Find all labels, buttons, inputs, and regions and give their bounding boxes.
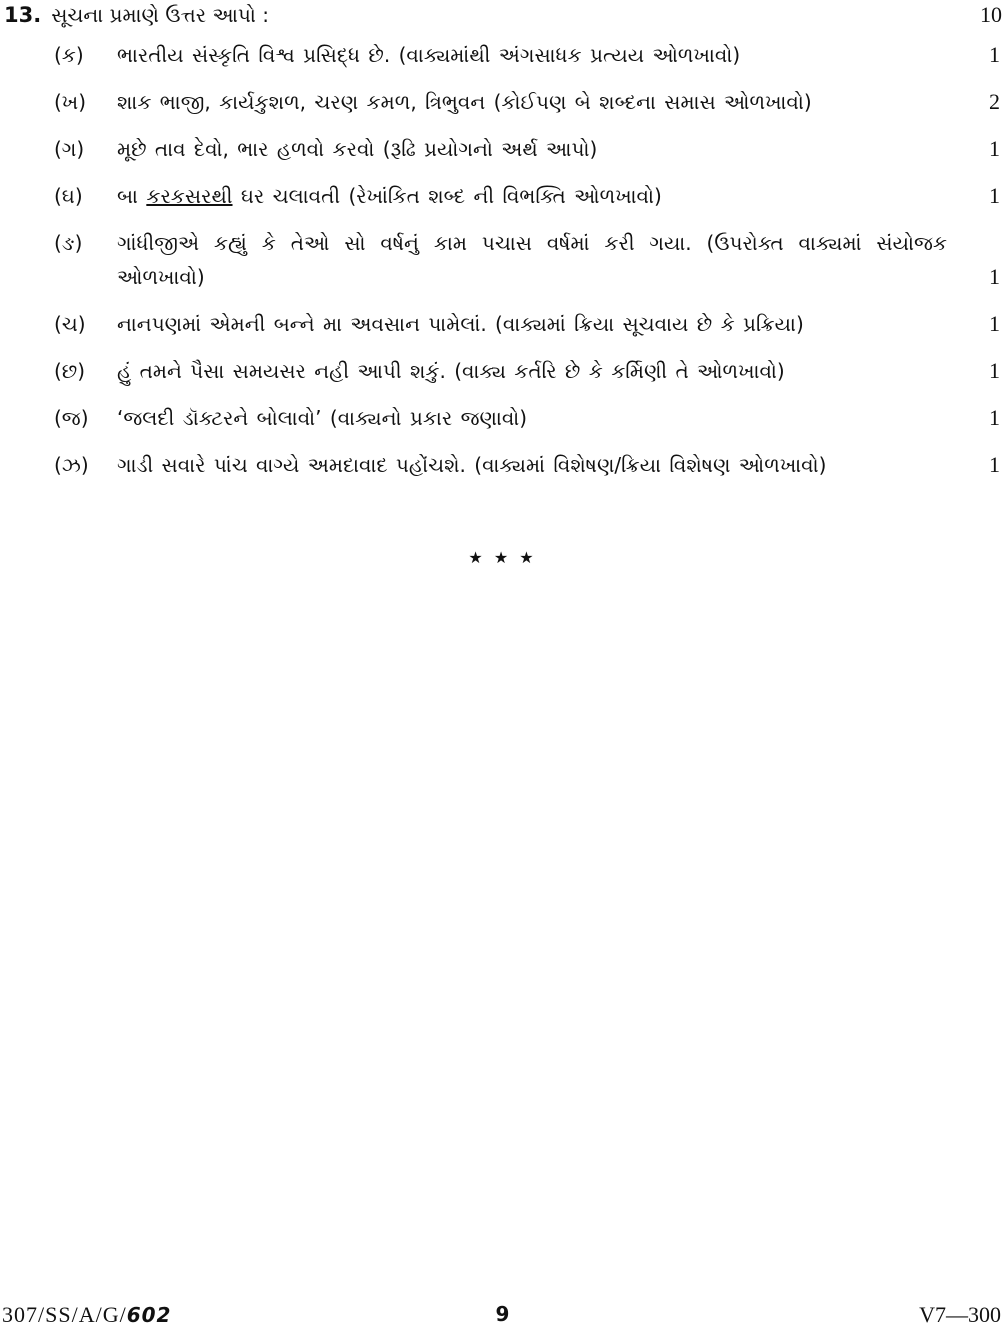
sub-question-ka bbox=[0, 38, 1005, 72]
sub-question-nga bbox=[0, 226, 1005, 294]
question-instruction: સૂચના પ્રમાણે ઉત્તર આપો : bbox=[51, 3, 269, 27]
sub-question-marks: 1 bbox=[989, 452, 1000, 477]
paper-version: V7—300 bbox=[919, 1302, 1001, 1327]
sub-question-marks: 1 bbox=[989, 405, 1000, 430]
paper-code-number: 602 bbox=[126, 1303, 172, 1327]
question-header bbox=[4, 0, 1002, 30]
sub-question-label: (ઙ) bbox=[54, 231, 83, 255]
sub-question-cha bbox=[0, 307, 1005, 341]
underlined-word: કરકસરથી bbox=[146, 184, 233, 208]
sub-question-label: (ચ) bbox=[54, 312, 86, 336]
sub-question-marks: 1 bbox=[989, 311, 1000, 336]
sub-question-label: (ખ) bbox=[54, 90, 87, 114]
sub-question-label: (ક) bbox=[54, 43, 84, 67]
sub-question-label: (ઘ) bbox=[54, 184, 83, 208]
sub-question-gha bbox=[0, 179, 1005, 213]
sub-question-marks: 2 bbox=[989, 89, 1000, 114]
sub-question-ja bbox=[0, 401, 1005, 435]
sub-question-label: (ઝ) bbox=[54, 453, 89, 477]
sub-question-marks: 1 bbox=[989, 136, 1000, 161]
sub-question-text: ભારતીય સંસ્કૃતિ વિશ્વ પ્રસિદ્ધ છે. (વાક્યમાંથી અંગસાધક પ્રત્યય ઓળખાવો) bbox=[117, 43, 741, 67]
sub-question-list bbox=[0, 38, 1005, 495]
end-separator: ★ ★ ★ bbox=[468, 548, 537, 567]
sub-question-marks: 1 bbox=[989, 183, 1000, 208]
sub-question-kha bbox=[0, 85, 1005, 119]
sub-question-chha bbox=[0, 354, 1005, 388]
sub-question-marks: 1 bbox=[989, 358, 1000, 383]
sub-question-text: નાનપણમાં એમની બન્ને મા અવસાન પામેલાં. (વાક્યમાં ક્રિયા સૂચવાય છે કે પ્રક્રિયા) bbox=[117, 312, 804, 336]
question-number: 13. bbox=[4, 3, 42, 27]
paper-code-prefix: 307/SS/A/G/ bbox=[2, 1302, 127, 1327]
sub-question-text: ગાંધીજીએ કહ્યું કે તેઓ સો વર્ષનું કામ પચાસ વર્ષમાં કરી ગયા. (ઉપરોક્ત વાક્યમાં સંયોજક ઓળખાવો) bbox=[117, 231, 947, 289]
sub-question-marks: 1 bbox=[989, 42, 1000, 67]
sub-question-text: મૂછે તાવ દેવો, ભાર હળવો કરવો (રૂઢિ પ્રયોગનો અર્થ આપો) bbox=[117, 137, 598, 161]
sub-question-label: (જ) bbox=[54, 406, 89, 430]
sub-question-marks: 1 bbox=[989, 264, 1000, 289]
text-segment: બા bbox=[117, 184, 147, 208]
sub-question-text bbox=[117, 179, 947, 213]
sub-question-text: ‘જલદી ડૉક્ટરને બોલાવો’ (વાક્યનો પ્રકાર જણાવો) bbox=[117, 406, 528, 430]
text-segment: ઘર ચલાવતી (રેખાંકિત શબ્દ ની વિભક્તિ ઓળખાવો) bbox=[232, 184, 662, 208]
question-marks: 10 bbox=[980, 2, 1002, 27]
sub-question-text: ગાડી સવારે પાંચ વાગ્યે અમદાવાદ પહોંચશે. (વાક્યમાં વિશેષણ/ક્રિયા વિશેષણ ઓળખાવો) bbox=[117, 453, 827, 477]
sub-question-label: (ગ) bbox=[54, 137, 85, 161]
sub-question-ga bbox=[0, 132, 1005, 166]
sub-question-text: હું તમને પૈસા સમયસર નહી આપી શકું. (વાક્ય કર્તરિ છે કે કર્મિણી તે ઓળખાવો) bbox=[117, 359, 785, 383]
sub-question-label: (છ) bbox=[54, 359, 86, 383]
page-number: 9 bbox=[495, 1302, 510, 1326]
sub-question-jha bbox=[0, 448, 1005, 482]
page-footer bbox=[0, 1302, 1005, 1330]
sub-question-text: શાક ભાજી, કાર્યકુશળ, ચરણ કમળ, ત્રિભુવન (કોઈપણ બે શબ્દના સમાસ ઓળખાવો) bbox=[117, 90, 812, 114]
